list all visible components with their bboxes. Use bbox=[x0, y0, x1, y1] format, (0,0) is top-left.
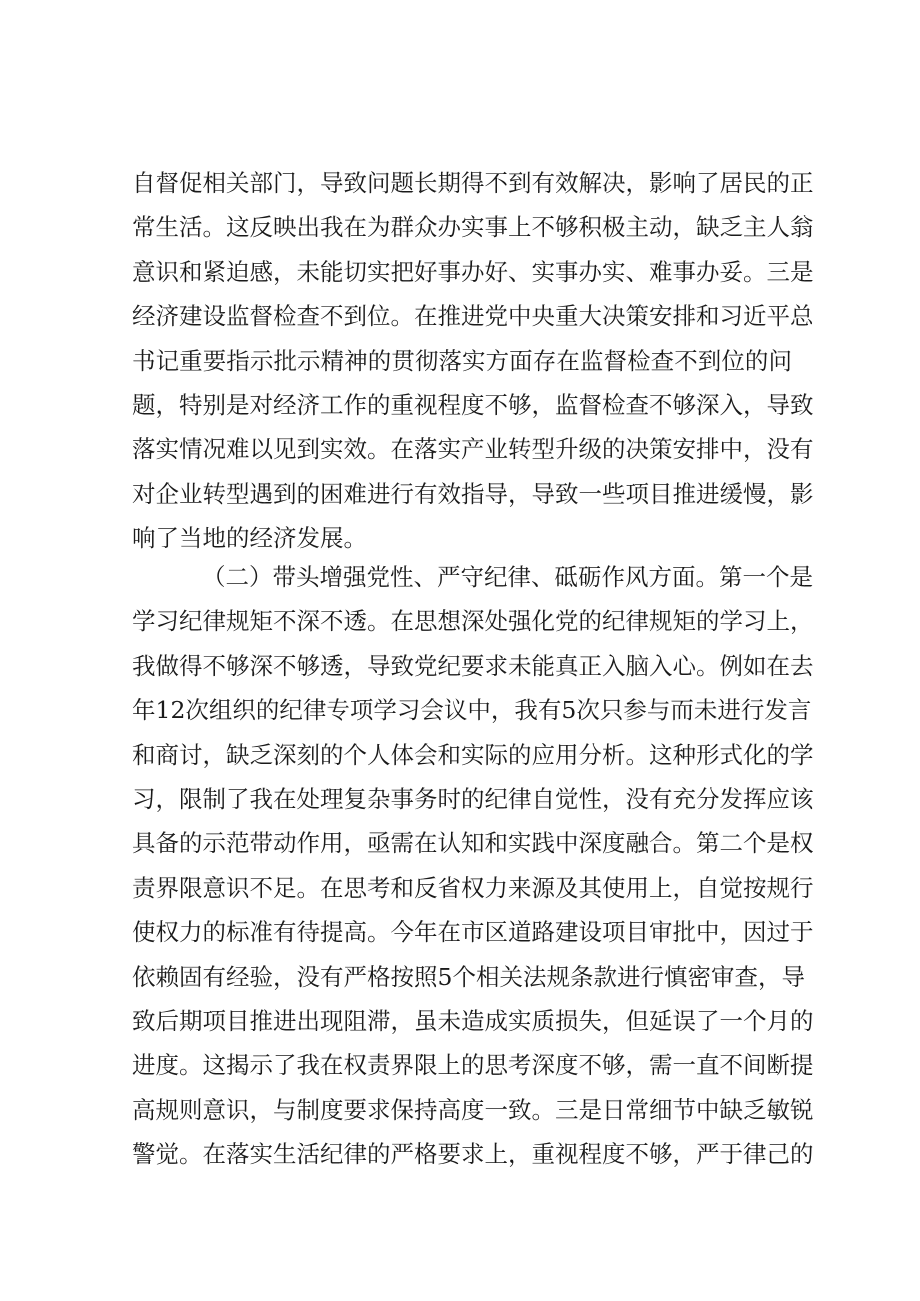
paragraph-line: 对企业转型遇到的困难进行有效指导，导致一些项目推进缓慢，影 bbox=[132, 479, 814, 508]
paragraph-line: 意识和紧迫感，未能切实把好事办好、实事办实、难事办妥。三是 bbox=[132, 257, 814, 286]
paragraph-line: 年12次组织的纪律专项学习会议中，我有5次只参与而未进行发言 bbox=[132, 696, 812, 725]
paragraph-line: 警觉。在落实生活纪律的严格要求上，重视程度不够，严于律己的 bbox=[132, 1140, 814, 1169]
paragraph-line: 我做得不够深不够透，导致党纪要求未能真正入脑入心。例如在去 bbox=[132, 651, 814, 680]
paragraph-line: 落实情况难以见到实效。在落实产业转型升级的决策安排中，没有 bbox=[132, 435, 814, 464]
paragraph-line: 进度。这揭示了我在权责界限上的思考深度不够，需一直不间断提 bbox=[132, 1051, 814, 1080]
paragraph-line: 学习纪律规矩不深不透。在思想深处强化党的纪律规矩的学习上， bbox=[132, 607, 814, 636]
paragraph-line: 习，限制了我在处理复杂事务时的纪律自觉性，没有充分发挥应该 bbox=[132, 784, 814, 813]
paragraph-line: 题，特别是对经济工作的重视程度不够，监督检查不够深入，导致 bbox=[132, 390, 814, 419]
paragraph-line: 致后期项目推进出现阻滞，虽未造成实质损失，但延误了一个月的 bbox=[132, 1006, 814, 1035]
paragraph-line: 自督促相关部门，导致问题长期得不到有效解决，影响了居民的正 bbox=[132, 169, 814, 197]
paragraph-line: 具备的示范带动作用，亟需在认知和实践中深度融合。第二个是权 bbox=[132, 829, 814, 858]
paragraph-line: 高规则意识，与制度要求保持高度一致。三是日常细节中缺乏敏锐 bbox=[132, 1095, 814, 1124]
paragraph-line: 责界限意识不足。在思考和反省权力来源及其使用上，自觉按规行 bbox=[132, 873, 814, 902]
paragraph-line: 和商讨，缺乏深刻的个人体会和实际的应用分析。这种形式化的学 bbox=[132, 740, 814, 769]
paragraph-line: 依赖固有经验，没有严格按照5个相关法规条款进行慎密审查，导 bbox=[132, 962, 805, 991]
paragraph-2 bbox=[132, 555, 814, 1176]
paragraph-line: 经济建设监督检查不到位。在推进党中央重大决策安排和习近平总 bbox=[132, 302, 814, 331]
paragraph-line: 使权力的标准有待提高。今年在市区道路建设项目审批中，因过于 bbox=[132, 918, 814, 947]
paragraph-line: 书记重要指示批示精神的贯彻落实方面存在监督检查不到位的问 bbox=[132, 346, 792, 375]
paragraph-line: 常生活。这反映出我在为群众办实事上不够积极主动，缺乏主人翁 bbox=[132, 213, 814, 242]
paragraph-line: （二）带头增强党性、严守纪律、砥砺作风方面。第一个是 bbox=[202, 563, 813, 591]
paragraph-1 bbox=[132, 161, 814, 561]
paragraph-line: 响了当地的经济发展。 bbox=[132, 524, 367, 553]
